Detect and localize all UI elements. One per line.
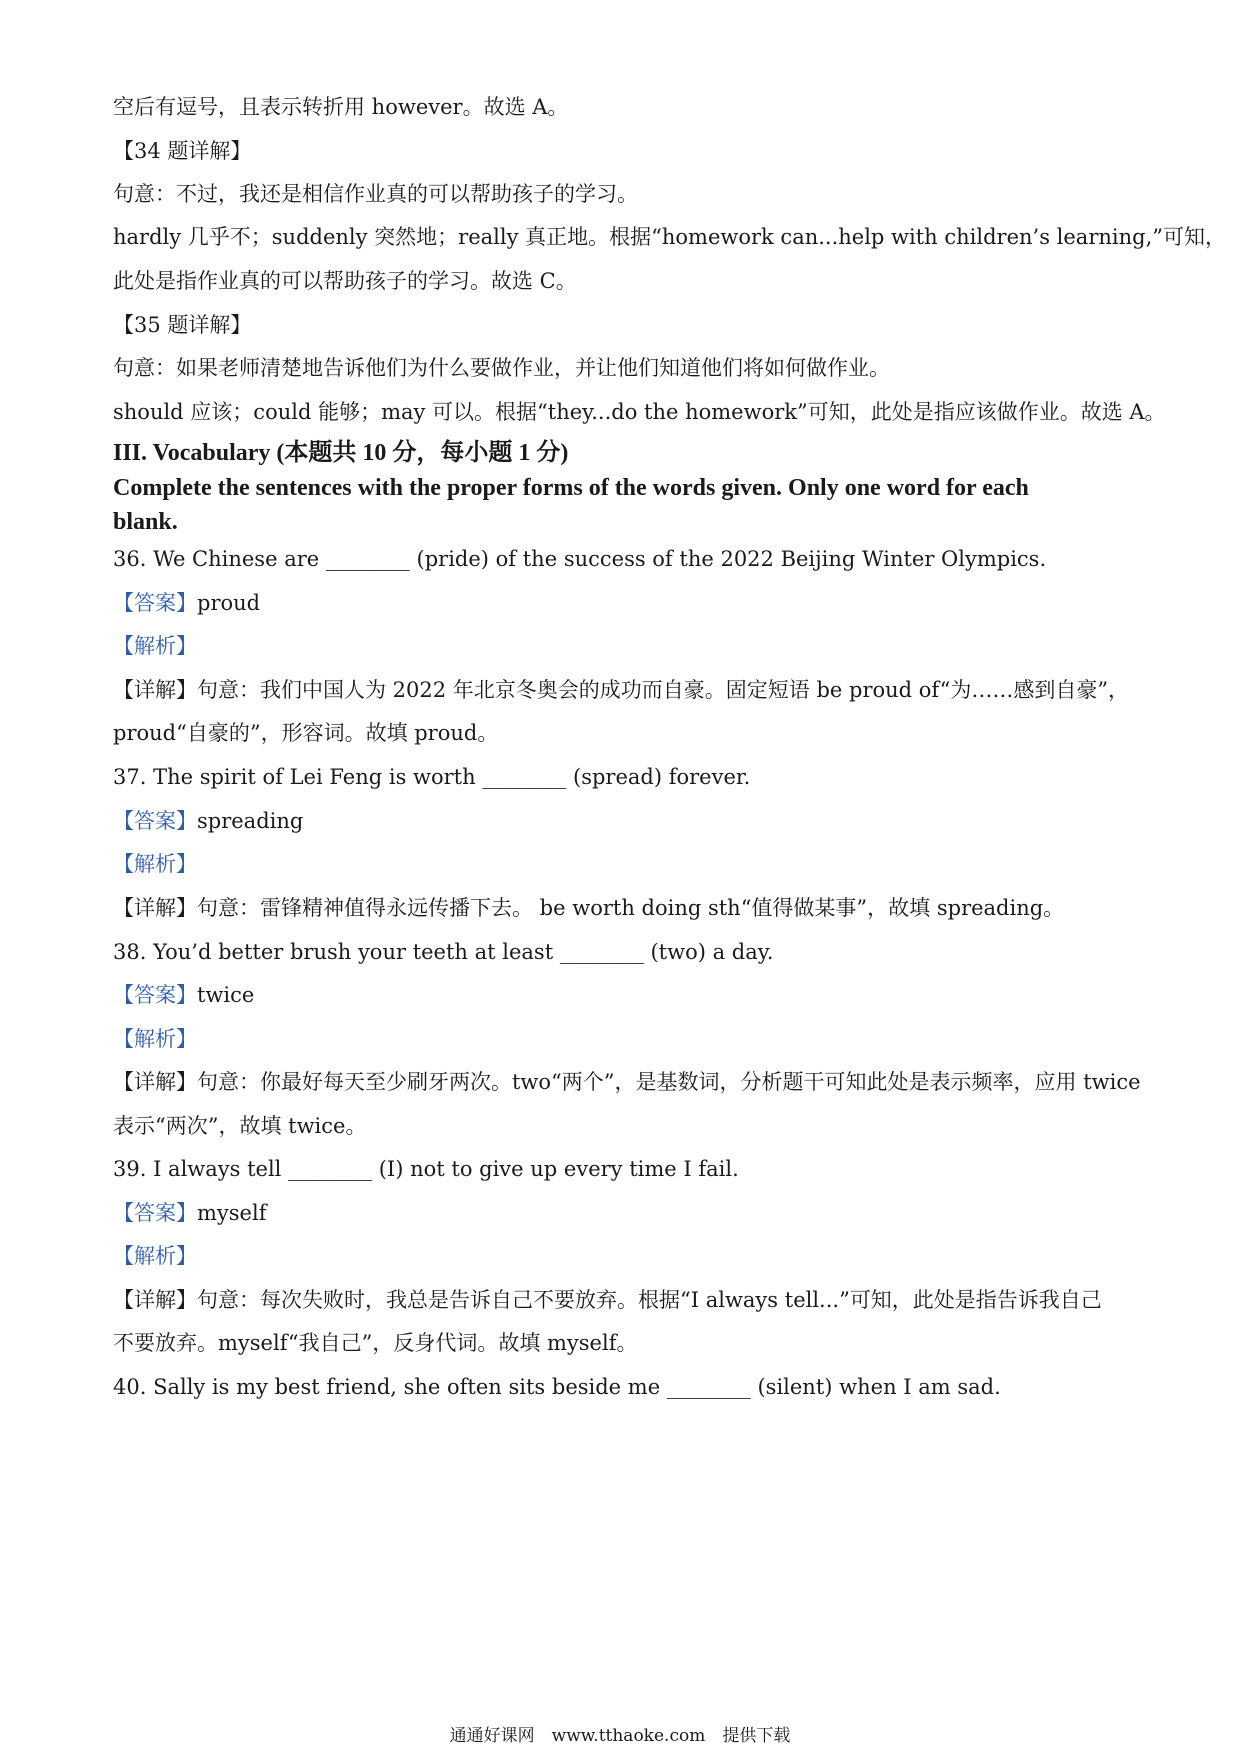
text-line: hardly 几乎不；suddenly 突然地；really 真正地。根据“homework can...help with children’s learning,”可知， — [113, 225, 1226, 249]
question-detail-heading: 【35 题详解】 — [113, 313, 252, 337]
detail-line: 表示“两次”，故填 twice。 — [113, 1114, 367, 1138]
answer-value: proud — [197, 591, 261, 615]
answer-value: spreading — [197, 809, 304, 833]
question-36: 36. We Chinese are ________ (pride) of the success of the 2022 Beijing Winter Olympics. — [113, 547, 1047, 571]
detail-line: 【详解】句意：每次失败时，我总是告诉自己不要放弃。根据“I always tell...”可知，此处是指告诉我自己 — [113, 1288, 1102, 1312]
detail-line: proud“自豪的”，形容词。故填 proud。 — [113, 721, 499, 745]
section-instructions: blank. — [113, 509, 178, 535]
analysis-line — [113, 849, 1130, 879]
analysis-line — [113, 631, 1130, 661]
analysis-tag: 【解析】 — [113, 1027, 197, 1051]
analysis-line — [113, 1241, 1130, 1271]
answer-tag: 【答案】 — [113, 1201, 197, 1225]
analysis-tag: 【解析】 — [113, 852, 197, 876]
analysis-tag: 【解析】 — [113, 634, 197, 658]
answer-value: myself — [197, 1201, 267, 1225]
text-line: 句意：不过，我还是相信作业真的可以帮助孩子的学习。 — [113, 182, 638, 206]
detail-line: 【详解】句意：我们中国人为 2022 年北京冬奥会的成功而自豪。固定短语 be proud of“为……感到自豪”， — [113, 678, 1130, 702]
question-39: 39. I always tell ________ (I) not to give up every time I fail. — [113, 1157, 739, 1181]
section-instructions: Complete the sentences with the proper forms of the words given. Only one word for each — [113, 475, 1029, 501]
answer-value: twice — [197, 983, 255, 1007]
answer-tag: 【答案】 — [113, 591, 197, 615]
answer-line — [113, 980, 1130, 1010]
detail-line: 【详解】句意：你最好每天至少刷牙两次。two“两个”，是基数词，分析题干可知此处是表示频率，应用 twice — [113, 1070, 1141, 1094]
detail-line: 【详解】句意：雷锋精神值得永远传播下去。 be worth doing sth“值得做某事”，故填 spreading。 — [113, 896, 1065, 920]
question-40: 40. Sally is my best friend, she often sits beside me ________ (silent) when I am sad. — [113, 1375, 1001, 1399]
answer-line — [113, 806, 1130, 836]
text-line: 空后有逗号，且表示转折用 however。故选 A。 — [113, 95, 569, 119]
answer-tag: 【答案】 — [113, 809, 197, 833]
text-line: 此处是指作业真的可以帮助孩子的学习。故选 C。 — [113, 269, 577, 293]
question-detail-heading: 【34 题详解】 — [113, 139, 252, 163]
detail-line: 不要放弃。myself“我自己”，反身代词。故填 myself。 — [113, 1331, 638, 1355]
answer-tag: 【答案】 — [113, 983, 197, 1007]
section-title: III. Vocabulary (本题共 10 分，每小题 1 分) — [113, 440, 569, 466]
text-line: should 应该；could 能够；may 可以。根据“they...do the homework”可知，此处是指应该做作业。故选 A。 — [113, 400, 1166, 424]
question-38: 38. You’d better brush your teeth at least ________ (two) a day. — [113, 940, 774, 964]
text-line: 句意：如果老师清楚地告诉他们为什么要做作业，并让他们知道他们将如何做作业。 — [113, 356, 890, 380]
answer-line — [113, 1198, 1130, 1228]
analysis-line — [113, 1024, 1130, 1054]
page-footer: 通通好课网 www.tthaoke.com 提供下载 — [449, 1726, 791, 1746]
answer-line — [113, 588, 1130, 618]
analysis-tag: 【解析】 — [113, 1244, 197, 1268]
question-37: 37. The spirit of Lei Feng is worth ________ (spread) forever. — [113, 765, 751, 789]
